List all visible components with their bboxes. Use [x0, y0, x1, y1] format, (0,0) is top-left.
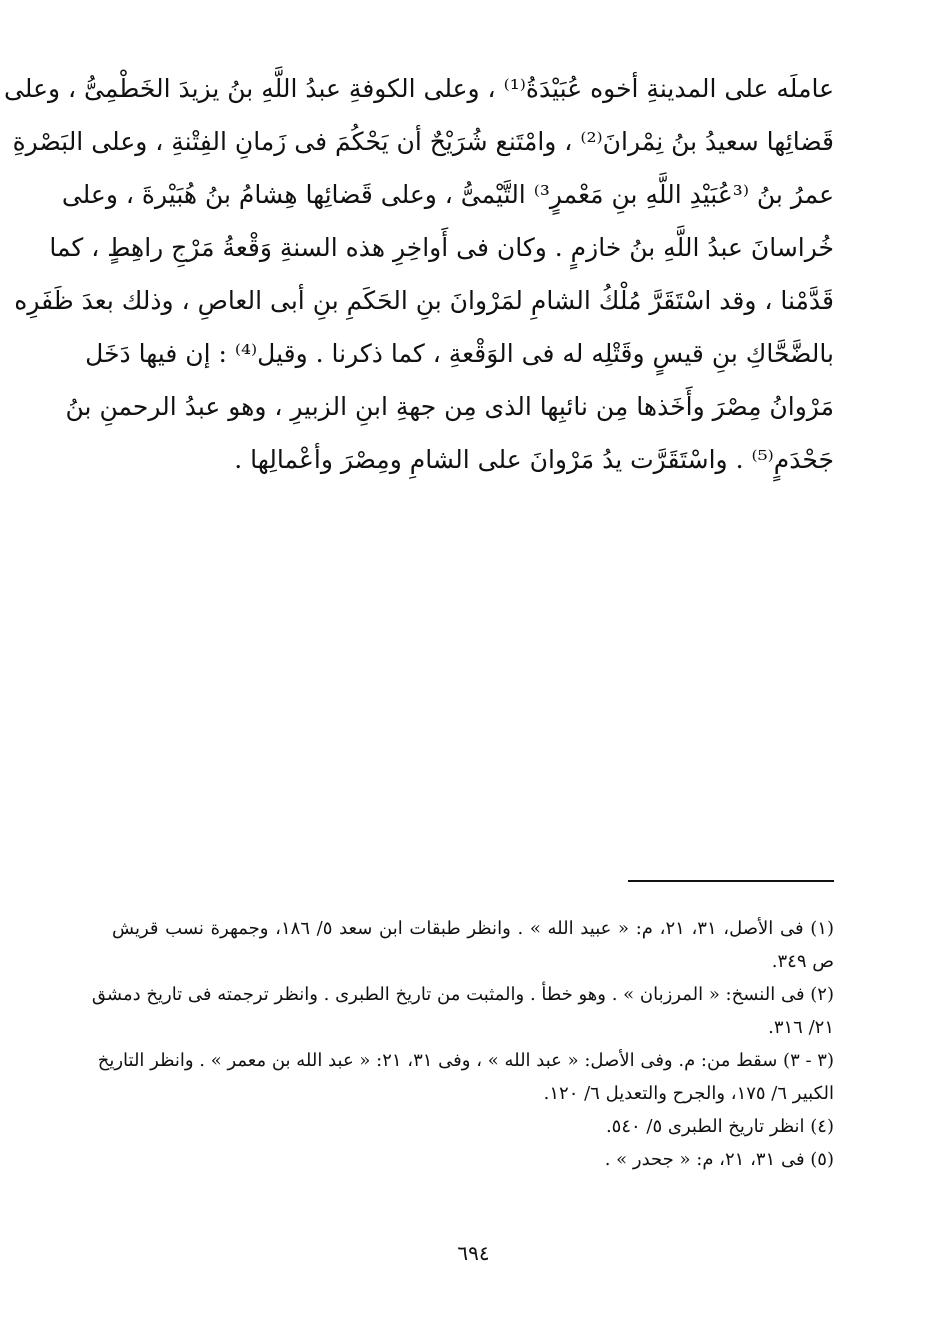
main-text-line-2: قَضائِها سعيدُ بنُ نِمْرانَ⁽²⁾ ، وامْتَنع شُرَيْحٌ أن يَحْكُمَ فى زَمانِ الفِتْنةِ ، وعلى البَصْرةِ	[12, 127, 834, 156]
footnote-line-2: ص ٣٤٩.	[771, 951, 834, 972]
footnote-line-5: (٣ - ٣) سقط من: م. وفى الأصل: « عبد الله » ، وفى ٣١، ٢١: « عبد الله بن معمر » . وانظر التاريخ	[97, 1050, 834, 1071]
main-text-line-1: عاملَه على المدينةِ أخوه عُبَيْدَةُ⁽¹⁾ ، وعلى الكوفةِ عبدُ اللَّهِ بنُ يزيدَ الخَطْمِىُّ ، وعلى	[3, 74, 834, 103]
main-text-line-3: عمرُ بنُ ⁽³عُبَيْدِ اللَّهِ بنِ مَعْمرٍ³⁾ التَّيْمىُّ ، وعلى قَضائِها هِشامُ بنُ هُبَيْرةَ ، وعلى	[61, 180, 834, 209]
footnote-line-1: (١) فى الأصل، ٣١، ٢١، م: « عبيد الله » . وانظر طبقات ابن سعد ٥/ ١٨٦، وجمهرة نسب قريش	[112, 918, 834, 939]
main-text-line-6: بالضَّحَّاكِ بنِ قيسٍ وقَتْلِه له فى الوَقْعةِ ، كما ذكرنا . وقيل⁽⁴⁾ : إن فيها دَخَل	[85, 339, 834, 368]
main-text-line-7: مَرْوانُ مِصْرَ وأَخَذها مِن نائبِها الذى مِن جهةِ ابنِ الزبيرِ ، وهو عبدُ الرحمنِ بنُ	[65, 392, 834, 421]
footnote-line-8: (٥) فى ٣١، ٢١، م: « جحدر » .	[604, 1149, 834, 1170]
main-text-block	[3, 62, 834, 486]
footnote-separator	[628, 880, 834, 882]
footnote-line-7: (٤) انظر تاريخ الطبرى ٥/ ٥٤٠.	[605, 1116, 834, 1137]
footnote-line-4: ٢١/ ٣١٦.	[768, 1017, 834, 1038]
main-text-line-5: قَدَّمْنا ، وقد اسْتَقَرَّ مُلْكُ الشامِ لمَرْوانَ بنِ الحَكَمِ بنِ أبى العاصِ ، وذلك بعدَ ظَفَرِه	[14, 286, 834, 315]
footnotes-block	[91, 912, 834, 1176]
main-text-line-4: خُراسانَ عبدُ اللَّهِ بنُ خازمٍ . وكان فى أَواخِرِ هذه السنةِ وَقْعةُ مَرْجِ راهِطٍ ، كما	[49, 233, 834, 262]
main-text-line-8: جَحْدَمٍ⁽⁵⁾ . واسْتَقَرَّت يدُ مَرْوانَ على الشامِ ومِصْرَ وأعْمالِها .	[234, 445, 834, 474]
footnote-line-3: (٢) فى النسخ: « المرزبان » . وهو خطأ . والمثبت من تاريخ الطبرى . وانظر ترجمته فى تاريخ دمشق	[91, 984, 834, 1005]
footnote-line-6: الكبير ٦/ ١٧٥، والجرح والتعديل ٦/ ١٢٠.	[543, 1083, 834, 1104]
page-number: ٦٩٤	[457, 1241, 490, 1265]
